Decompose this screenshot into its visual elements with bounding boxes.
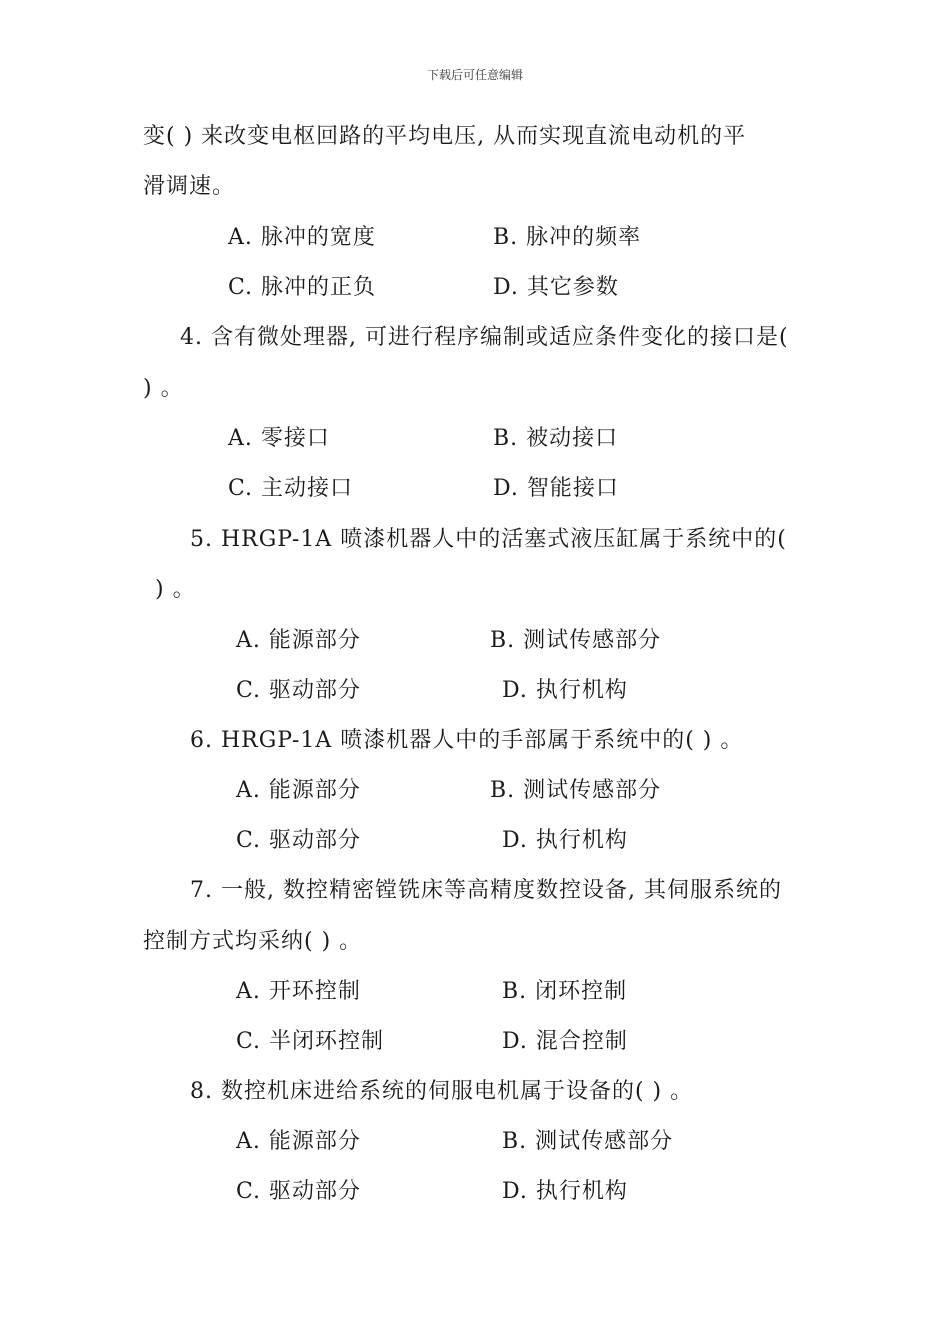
question-5-option-c: C. 驱动部分 xyxy=(236,678,362,703)
question-4-stem-line-1: 4. 含有微处理器, 可进行程序编制或适应条件变化的接口是( xyxy=(180,325,789,350)
question-5-stem-line-1: 5. HRGP-1A 喷漆机器人中的活塞式液压缸属于系统中的( xyxy=(190,527,787,552)
question-5-option-a: A. 能源部分 xyxy=(236,628,361,653)
question-3-stem-line-1: 变( ) 来改变电枢回路的平均电压, 从而实现直流电动机的平 xyxy=(143,124,747,149)
question-3-option-c: C. 脉冲的正负 xyxy=(228,275,377,300)
question-6-stem: 6. HRGP-1A 喷漆机器人中的手部属于系统中的( ) 。 xyxy=(190,728,744,753)
question-8-option-d: D. 执行机构 xyxy=(502,1179,628,1204)
question-4-option-b: B. 被动接口 xyxy=(493,426,619,451)
question-3-stem-line-2: 滑调速。 xyxy=(143,174,236,199)
question-8-stem: 8. 数控机床进给系统的伺服电机属于设备的( ) 。 xyxy=(190,1079,694,1104)
question-5-option-d: D. 执行机构 xyxy=(502,678,628,703)
question-7-option-b: B. 闭环控制 xyxy=(502,979,628,1004)
question-6-option-a: A. 能源部分 xyxy=(236,778,361,803)
question-6-option-d: D. 执行机构 xyxy=(502,828,628,853)
question-8-option-b: B. 测试传感部分 xyxy=(502,1129,674,1154)
question-3-option-b: B. 脉冲的频率 xyxy=(493,225,642,250)
question-5-stem-line-2: ) 。 xyxy=(155,577,196,602)
question-5-option-b: B. 测试传感部分 xyxy=(490,628,662,653)
question-7-option-c: C. 半闭环控制 xyxy=(236,1029,385,1054)
question-8-option-a: A. 能源部分 xyxy=(236,1129,361,1154)
question-7-stem-line-2: 控制方式均采纳( ) 。 xyxy=(143,929,363,954)
question-7-stem-line-1: 7. 一般, 数控精密镗铣床等高精度数控设备, 其伺服系统的 xyxy=(190,878,782,903)
question-4-option-c: C. 主动接口 xyxy=(228,476,354,501)
question-6-option-c: C. 驱动部分 xyxy=(236,828,362,853)
question-6-option-b: B. 测试传感部分 xyxy=(490,778,662,803)
question-7-option-d: D. 混合控制 xyxy=(502,1029,628,1054)
question-3-option-a: A. 脉冲的宽度 xyxy=(228,225,376,250)
question-8-option-c: C. 驱动部分 xyxy=(236,1179,362,1204)
question-3-option-d: D. 其它参数 xyxy=(493,275,619,300)
question-7-option-a: A. 开环控制 xyxy=(236,979,361,1004)
question-4-option-a: A. 零接口 xyxy=(228,426,330,451)
question-4-option-d: D. 智能接口 xyxy=(493,476,619,501)
page-header: 下载后可任意编辑 xyxy=(426,68,523,82)
question-4-stem-line-2: ) 。 xyxy=(143,376,184,401)
